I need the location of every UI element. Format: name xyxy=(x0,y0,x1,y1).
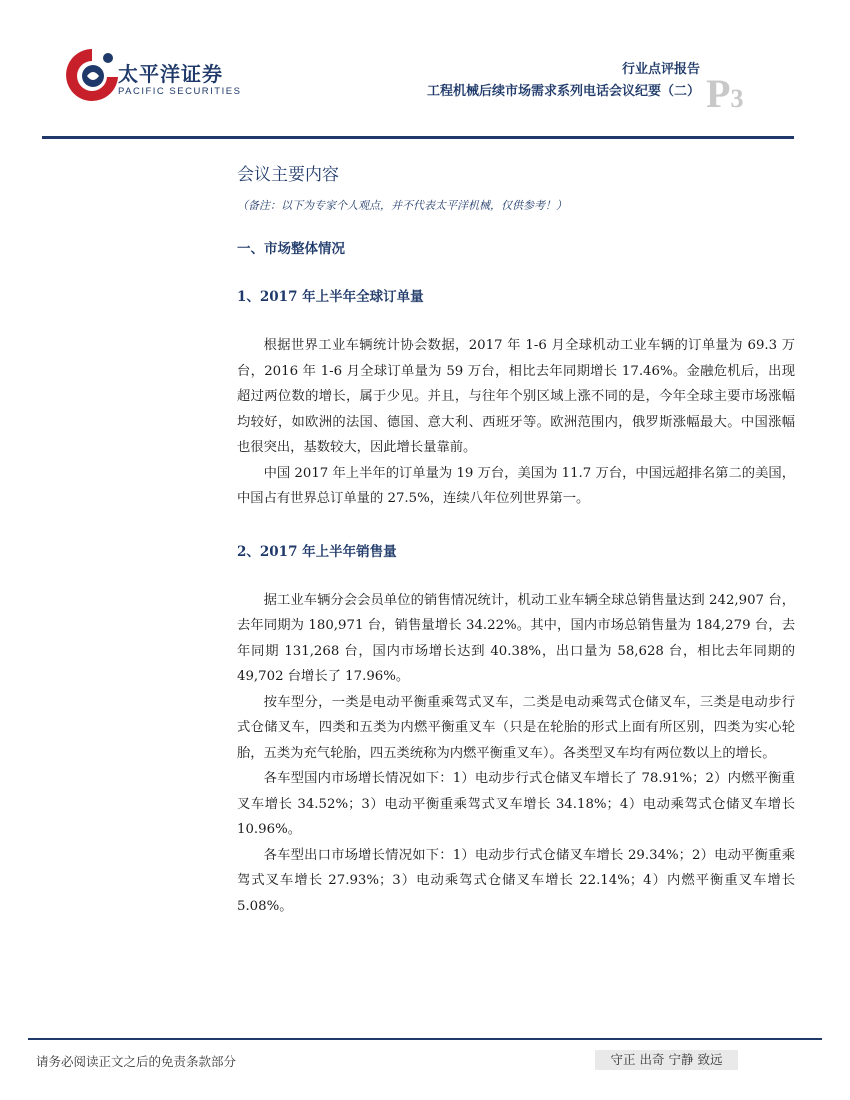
paragraph: 中国 2017 年上半年的订单量为 19 万台，美国为 11.7 万台，中国远超排名第二的美国，中国占有世界总订单量的 27.5%，连续八年位列世界第一。 xyxy=(237,465,795,506)
main-content xyxy=(237,160,795,919)
page-title: 会议主要内容 xyxy=(237,165,339,185)
paragraph: 各车型出口市场增长情况如下：1）电动步行式仓储叉车增长 29.34%；2）电动平衡重乘驾式叉车增长 27.93%；3）电动乘驾式仓储叉车增长 22.14%；4）内燃平衡重叉车增长 5.08%。 xyxy=(237,847,795,914)
brand-name-en: PACIFIC SECURITIES xyxy=(118,86,242,97)
report-title: 工程机械后续市场需求系列电话会议纪要（二） xyxy=(426,84,700,99)
paragraph: 各车型国内市场增长情况如下：1）电动步行式仓储叉车增长了 78.91%；2）内燃平衡重叉车增长 34.52%；3）电动平衡重乘驾式叉车增长 34.18%；4）电动乘驾式仓储叉车增长 10.96%。 xyxy=(237,771,795,837)
paragraph: 按车型分，一类是电动平衡重乘驾式叉车，二类是电动乘驾式仓储叉车，三类是电动步行式仓储叉车，四类和五类为内燃平衡重叉车（只是在轮胎的形式上面有所区别，四类为实心轮胎，五类为充气轮胎，四五类统称为内燃平衡重叉车）。各类型叉车均有两位数以上的增长。 xyxy=(237,694,795,761)
page-number-mark xyxy=(706,70,743,117)
footer-motto: 守正 出奇 宁静 致远 xyxy=(595,1050,738,1070)
brand-name-cn: 太平洋证券 xyxy=(118,62,223,86)
section-heading-market-overview: 一、市场整体情况 xyxy=(237,241,345,257)
global-orders-body xyxy=(237,333,795,512)
brand xyxy=(118,63,241,97)
page-number: 3 xyxy=(730,84,744,113)
subsection-heading-global-orders: 1、2017 年上半年全球订单量 xyxy=(237,289,424,305)
report-type: 行业点评报告 xyxy=(621,62,700,77)
page-letter: P xyxy=(706,71,731,116)
header-divider xyxy=(42,136,794,139)
footer-disclaimer: 请务必阅读正文之后的免责条款部分 xyxy=(36,1054,237,1069)
disclaimer-note: （备注：以下为专家个人观点，并不代表太平洋机械，仅供参考！） xyxy=(237,199,567,212)
paragraph: 据工业车辆分会会员单位的销售情况统计，机动工业车辆全球总销售量达到 242,907 台，去年同期为 180,971 台，销售量增长 34.22%。其中，国内市场总销售量为 184,279 台，去年同期 131,268 台，国内市场增长达到 40.38%，出口量为 58,628 台，相比去年同期的 49,702 台增长了 17.96%。 xyxy=(237,592,795,684)
subsection-heading-sales-volume: 2、2017 年上半年销售量 xyxy=(237,543,397,560)
footer-divider xyxy=(28,1038,822,1040)
paragraph: 根据世界工业车辆统计协会数据，2017 年 1-6 月全球机动工业车辆的订单量为 69.3 万台，2016 年 1-6 月全球订单量为 59 万台，相比去年同期增长 17.46%。金融危机后，出现超过两位数的增长，属于少见。并且，与往年个别区域上涨不同的是，今年全球主要市场涨幅均较好，如欧洲的法国、德国、意大利、西班牙等。欧洲范围内，俄罗斯涨幅最大。中国涨幅也很突出，基数较大，因此增长量靠前。 xyxy=(237,338,795,455)
pacific-securities-logo-icon xyxy=(62,46,122,104)
sales-volume-body xyxy=(237,588,795,920)
